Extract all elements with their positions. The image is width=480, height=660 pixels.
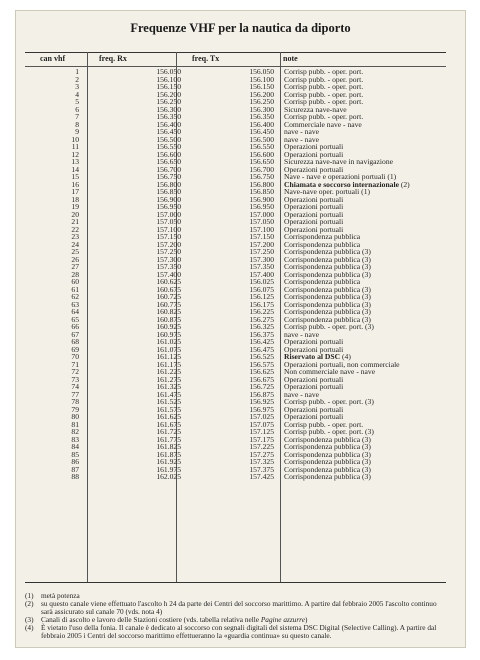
rx-frequency-cell: 157.250 [156,247,181,256]
footnote-text: metà potenza [41,591,80,600]
rx-frequency-cell: 157.200 [156,239,181,249]
tx-frequency-cell: 157.125 [249,427,274,436]
note-text: Operazioni portuali [284,382,344,391]
channel-cell: 9 [75,127,79,136]
channel-cell: 83 [71,434,79,444]
table-row [25,316,446,324]
document-title: Frequenze VHF per la nautica da diporto [130,21,351,35]
rx-frequency-cell: 157.400 [156,269,181,279]
table-row [25,188,446,196]
tx-frequency-cell: 156.100 [249,74,274,84]
note-text: Corrisp pubb. - oper. port. [284,82,364,91]
channel-cell: 66 [71,322,79,331]
note-text: Corrispondenza pubblica (3) [284,262,371,271]
tx-frequency-cell: 156.700 [249,164,274,174]
channel-cell: 18 [71,194,79,204]
table-row [25,68,446,76]
note-text: Sicurezza nave-nave in navigazione [284,157,393,166]
rx-frequency-cell: 157.150 [156,232,181,241]
rx-frequency-cell: 161.075 [156,344,181,354]
tx-frequency-cell: 156.050 [249,67,274,76]
channel-cell: 61 [71,284,79,294]
rx-frequency-cell: 160.975 [156,329,181,339]
tx-frequency-cell: 156.725 [249,382,274,391]
tx-frequency-cell: 156.800 [249,179,274,189]
rx-frequency-cell: 160.625 [156,277,181,286]
channel-cell: 71 [71,359,79,369]
rx-frequency-cell: 161.225 [156,367,181,376]
note-text: Operazioni portuali [284,224,344,234]
table-row [25,436,446,444]
tx-frequency-cell: 156.425 [249,337,274,346]
tx-frequency-cell: 156.575 [249,359,274,369]
channel-cell: 67 [71,329,79,339]
channel-cell: 65 [71,314,79,324]
table-row [25,143,446,151]
tx-frequency-cell: 157.275 [249,449,274,459]
rx-frequency-cell: 161.525 [156,397,181,406]
channel-cell: 17 [71,187,79,196]
table-row [25,428,446,436]
note-reference: (2) [400,179,410,189]
channel-cell: 1 [75,67,79,76]
note-text: Corrisp pubb. - oper. port. [284,112,364,121]
tx-frequency-cell: 156.250 [249,97,274,106]
table-row [25,83,446,91]
tx-frequency-cell: 157.300 [249,254,274,264]
note-text: Corrispondenza pubblica (3) [284,284,371,294]
note-text: Non commerciale nave - nave [284,367,376,376]
table-row [25,383,446,391]
table-row [25,211,446,219]
tx-frequency-cell: 156.875 [249,389,274,399]
rx-frequency-cell: 156.600 [156,149,181,159]
rx-frequency-cell: 161.625 [156,412,181,421]
rx-frequency-cell: 161.925 [156,457,181,466]
channel-cell: 84 [71,442,79,451]
rx-frequency-cell: 156.500 [156,134,181,144]
tx-frequency-cell: 156.375 [249,329,274,339]
channel-cell: 85 [71,449,79,459]
table-row [25,196,446,204]
note-text: Sicurezza nave-nave [284,104,347,114]
table-row [25,331,446,339]
table-row [25,203,446,211]
rx-frequency-cell: 161.125 [156,352,181,361]
note-text: nave - nave [284,134,319,144]
table-row [25,248,446,256]
channel-cell: 3 [75,82,79,91]
note-text: Operazioni portuali [284,149,344,159]
rx-frequency-cell: 161.575 [156,404,181,414]
note-text: Corrisp pubb. - oper. port. [284,67,364,76]
table-row [25,181,446,189]
table-row [25,361,446,369]
note-text: Corrisp pubb. - oper. port. [284,419,364,429]
footnote-mark: (2) [25,599,34,608]
tx-frequency-cell: 156.400 [249,119,274,129]
note-text: Operazioni portuali [284,209,344,219]
tx-frequency-cell: 157.375 [249,464,274,474]
table-row [25,218,446,226]
footnote-text: È vietato l'uso della fonia. Il canale è dedicato al soccorso con segnali digitali del sistema DSC Digital (Selective Calling). A partire dal febbraio 2005 i Centri del soccorso marittimo effettueranno la «guardia continua» su questo canale. [41,623,437,640]
note-text: Nave - nave e operazioni portuali (1) [284,172,397,181]
tx-frequency-cell: 157.100 [249,224,274,234]
tx-frequency-cell: 156.300 [249,104,274,114]
rx-frequency-cell: 156.200 [156,89,181,99]
channel-cell: 6 [75,104,79,114]
footnote-2 [25,600,450,616]
rx-frequency-cell: 162.025 [156,472,181,481]
footnote-italic-text: Pagine azzurre [260,615,305,624]
tx-frequency-cell: 156.225 [249,307,274,316]
channel-cell: 73 [71,374,79,384]
channel-cell: 78 [71,397,79,406]
tx-frequency-cell: 156.350 [249,112,274,121]
channel-cell: 62 [71,292,79,301]
rx-frequency-cell: 157.000 [156,209,181,219]
note-text: Corrisp pubb. - oper. port. (3) [284,322,374,331]
tx-frequency-cell: 156.075 [249,284,274,294]
tx-frequency-cell: 157.075 [249,419,274,429]
table-row [25,406,446,414]
table-row [25,391,446,399]
note-text: Operazioni portuali [284,194,344,204]
note-text: nave - nave [284,329,319,339]
channel-cell: 21 [71,217,79,226]
tx-frequency-cell: 156.025 [249,277,274,286]
tx-frequency-cell: 157.025 [249,412,274,421]
rx-frequency-cell: 157.050 [156,217,181,226]
rx-frequency-cell: 161.725 [156,427,181,436]
note-reference: (4) [342,352,351,361]
tx-frequency-cell: 156.550 [249,142,274,151]
rx-frequency-cell: 161.475 [156,389,181,399]
channel-cell: 88 [71,472,79,481]
header-channel: can vhf [40,54,66,63]
rx-frequency-cell: 161.325 [156,382,181,391]
note-text: Chiamata e soccorso internazionale [284,179,399,189]
note-text: Corrispondenza pubblica (3) [284,299,371,309]
table-row [25,158,446,166]
note-text: Operazioni portuali [284,374,344,384]
table-row [25,376,446,384]
rx-frequency-cell: 161.975 [156,464,181,474]
rx-frequency-cell: 156.350 [156,112,181,121]
note-text: Operazioni portuali [284,202,344,211]
table-row [25,121,446,129]
footnote-text-end: ) [304,615,308,624]
rx-frequency-cell: 156.950 [156,202,181,211]
tx-frequency-cell: 156.525 [249,352,274,361]
rx-frequency-cell: 161.825 [156,442,181,451]
header-note: note [283,54,298,63]
tx-frequency-cell: 156.475 [249,344,274,354]
table-row [25,271,446,279]
note-text: Corrisp pubb. - oper. port. [284,89,364,99]
table-row [25,301,446,309]
table-body [25,68,446,481]
note-text: Corrispondenza pubblica [284,232,361,241]
rx-frequency-cell: 156.050 [156,67,181,76]
tx-frequency-cell: 157.000 [249,209,274,219]
tx-frequency-cell: 156.650 [249,157,274,166]
note-text: Operazioni portuali [284,404,344,414]
footnote-mark: (4) [25,623,34,632]
note-text: Corrisp pubb. - oper. port. (3) [284,397,374,406]
tx-frequency-cell: 156.750 [249,172,274,181]
note-text: Corrispondenza pubblica (3) [284,434,371,444]
footnotes [25,592,450,640]
channel-cell: 63 [71,299,79,309]
header-tx: freq. Tx [192,54,220,63]
table-row [25,106,446,114]
tx-frequency-cell: 156.275 [249,314,274,324]
note-text: nave - nave [284,389,319,399]
tx-frequency-cell: 156.900 [249,194,274,204]
channel-cell: 14 [71,164,79,174]
note-text: Corrispondenza pubblica (3) [284,254,371,264]
table-row [25,113,446,121]
channel-cell: 68 [71,337,79,346]
rx-frequency-cell: 161.275 [156,374,181,384]
footnote-mark: (1) [25,591,34,600]
channel-cell: 80 [71,412,79,421]
note-text: Corrispondenza pubblica (3) [284,314,371,324]
channel-cell: 2 [75,74,79,84]
channel-cell: 19 [71,202,79,211]
tx-frequency-cell: 157.175 [249,434,274,444]
table-row [25,398,446,406]
rx-frequency-cell: 156.300 [156,104,181,114]
note-text: Operazioni portuali [284,142,344,151]
rx-frequency-cell: 160.725 [156,292,181,301]
tx-frequency-cell: 156.950 [249,202,274,211]
rx-frequency-cell: 157.350 [156,262,181,271]
tx-frequency-cell: 156.150 [249,82,274,91]
table-row [25,128,446,136]
footnote-mark: (3) [25,615,34,624]
channel-cell: 79 [71,404,79,414]
rx-frequency-cell: 156.400 [156,119,181,129]
note-text: Corrisp pubb. - oper. port. (3) [284,427,374,436]
rx-frequency-cell: 161.675 [156,419,181,429]
table-row [25,443,446,451]
tx-frequency-cell: 156.600 [249,149,274,159]
rx-frequency-cell: 156.650 [156,157,181,166]
note-text: Corrispondenza pubblica (3) [284,247,371,256]
table-row [25,338,446,346]
tx-frequency-cell: 156.450 [249,127,274,136]
note-text: Operazioni portuali [284,164,344,174]
table-row [25,76,446,84]
tx-frequency-cell: 157.150 [249,232,274,241]
table-row [25,413,446,421]
tx-frequency-cell: 156.325 [249,322,274,331]
table-row [25,286,446,294]
channel-cell: 20 [71,209,79,219]
rx-frequency-cell: 156.450 [156,127,181,136]
channel-cell: 8 [75,119,79,129]
note-text: Corrispondenza pubblica (3) [284,442,371,451]
note-text: Commerciale nave - nave [284,119,362,129]
channel-cell: 12 [71,149,79,159]
rx-frequency-cell: 161.175 [156,359,181,369]
footnote-text: su questo canale viene effettuato l'ascolto h 24 da parte dei Centri del soccorso marittimo. A partire dal febbraio 2005 l'ascolto continuo sarà assicurato sul canale 70 (vds. nota 4) [41,599,437,616]
tx-frequency-cell: 156.175 [249,299,274,309]
frequency-table-document [15,10,466,648]
note-text: Operazioni portuali [284,337,344,346]
tx-frequency-cell: 156.625 [249,367,274,376]
note-text: Operazioni portuali [284,217,344,226]
rx-frequency-cell: 160.825 [156,307,181,316]
rx-frequency-cell: 156.550 [156,142,181,151]
rx-frequency-cell: 156.750 [156,172,181,181]
rx-frequency-cell: 160.925 [156,322,181,331]
channel-cell: 77 [71,389,79,399]
tx-frequency-cell: 156.200 [249,89,274,99]
channel-cell: 15 [71,172,79,181]
tx-frequency-cell: 157.425 [249,472,274,481]
channel-cell: 16 [71,179,79,189]
tx-frequency-cell: 156.500 [249,134,274,144]
table-row [25,136,446,144]
channel-cell: 82 [71,427,79,436]
channel-cell: 13 [71,157,79,166]
note-text: Corrispondenza pubblica [284,277,361,286]
table-row [25,293,446,301]
tx-frequency-cell: 156.925 [249,397,274,406]
note-text: Riservato al DSC [284,352,341,361]
note-text: Corrispondenza pubblica (3) [284,269,371,279]
tx-frequency-cell: 157.225 [249,442,274,451]
note-text: Corrispondenza pubblica (3) [284,464,371,474]
table-row [25,278,446,286]
channel-cell: 64 [71,307,79,316]
note-text: Corrispondenza pubblica [284,239,361,249]
rx-frequency-cell: 156.150 [156,82,181,91]
channel-cell: 70 [71,352,79,361]
table-row [25,473,446,481]
note-cell [284,473,371,481]
channel-cell: 26 [71,254,79,264]
tx-frequency-cell: 157.250 [249,247,274,256]
channel-cell: 27 [71,262,79,271]
channel-cell: 28 [71,269,79,279]
rx-frequency-cell: 156.250 [156,97,181,106]
tx-frequency-cell: 156.125 [249,292,274,301]
table-row [25,98,446,106]
channel-cell: 7 [75,112,79,121]
channel-cell: 81 [71,419,79,429]
rx-frequency-cell: 156.850 [156,187,181,196]
channel-cell: 11 [71,142,79,151]
note-text: Operazioni portuali [284,412,344,421]
note-text: Corrispondenza pubblica (3) [284,449,371,459]
table-row [25,241,446,249]
rx-frequency-cell: 160.775 [156,299,181,309]
table-row [25,323,446,331]
channel-cell: 25 [71,247,79,256]
channel-cell: 4 [75,89,79,99]
channel-cell: 24 [71,239,79,249]
note-text: Operazioni portuali [284,344,344,354]
note-text: Corrisp pubb. - oper. port. [284,97,364,106]
channel-cell: 23 [71,232,79,241]
rx-frequency-cell: 160.675 [156,284,181,294]
table-row [25,91,446,99]
rx-frequency-cell: 157.300 [156,254,181,264]
channel-cell: 5 [75,97,79,106]
table-row [25,346,446,354]
rx-frequency-cell: 157.100 [156,224,181,234]
table-row [25,421,446,429]
channel-cell: 72 [71,367,79,376]
rx-frequency-cell: 156.800 [156,179,181,189]
note-text: nave - nave [284,127,319,136]
table-row [25,458,446,466]
note-text: Operazioni portuali, non commerciale [284,359,400,369]
tx-frequency-cell: 157.350 [249,262,274,271]
channel-cell: 87 [71,464,79,474]
table-row [25,226,446,234]
rx-frequency-cell: 160.875 [156,314,181,324]
table-bottom-rule [25,582,446,583]
rx-frequency-cell: 161.875 [156,449,181,459]
rx-frequency-cell: 161.775 [156,434,181,444]
channel-cell: 86 [71,457,79,466]
channel-cell: 22 [71,224,79,234]
note-text: Corrispondenza pubblica (3) [284,307,371,316]
tx-frequency-cell: 157.400 [249,269,274,279]
tx-frequency-cell: 157.325 [249,457,274,466]
channel-cell: 10 [71,134,79,144]
rx-frequency-cell: 161.025 [156,337,181,346]
table-row [25,466,446,474]
channel-cell: 60 [71,277,79,286]
rx-frequency-cell: 156.900 [156,194,181,204]
tx-frequency-cell: 157.050 [249,217,274,226]
channel-cell: 69 [71,344,79,354]
table-row [25,451,446,459]
rx-frequency-cell: 156.700 [156,164,181,174]
table-row [25,256,446,264]
table-row [25,308,446,316]
tx-frequency-cell: 156.975 [249,404,274,414]
note-text: Corrisp pubb. - oper. port. [284,74,364,84]
channel-cell: 74 [71,382,79,391]
table-header [25,52,446,67]
tx-frequency-cell: 156.850 [249,187,274,196]
table-row [25,368,446,376]
footnote-4 [25,624,450,640]
note-text: Corrispondenza pubblica (3) [284,472,371,481]
rx-frequency-cell: 156.100 [156,74,181,84]
footnote-text: Canali di ascolto e lavoro delle Stazioni costiere (vds. tabella relativa nelle [41,615,261,624]
table-row [25,233,446,241]
tx-frequency-cell: 156.675 [249,374,274,384]
note-text: Nave-nave oper. portuali (1) [284,187,371,196]
note-text: Corrispondenza pubblica (3) [284,457,371,466]
tx-frequency-cell: 157.200 [249,239,274,249]
header-rx: freq. Rx [99,54,127,63]
table-row [25,263,446,271]
note-text: Corrispondenza pubblica (3) [284,292,371,301]
